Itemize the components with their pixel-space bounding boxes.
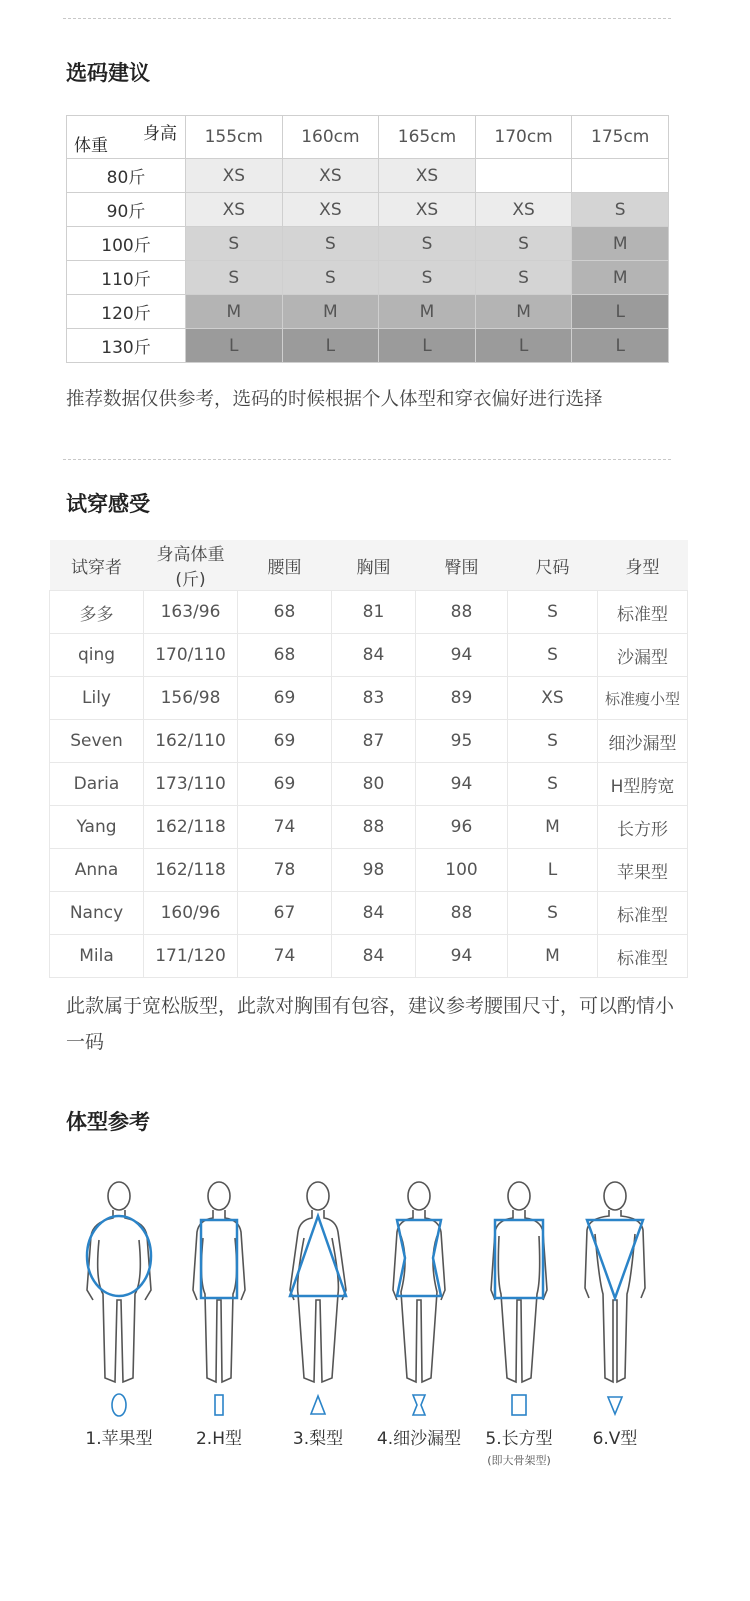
body-figure-h — [164, 1170, 274, 1449]
try-cell: 83 — [332, 677, 416, 720]
weight-cell: 110斤 — [67, 261, 186, 295]
try-cell: qing — [50, 634, 144, 677]
size-cell: S — [572, 193, 669, 227]
try-cell: 67 — [238, 892, 332, 935]
size-cell: S — [379, 227, 476, 261]
try-table-row — [50, 935, 688, 978]
size-table-row — [67, 193, 669, 227]
try-cell: 84 — [332, 892, 416, 935]
try-cell: 标准瘦小型 — [598, 677, 688, 720]
size-cell — [475, 159, 572, 193]
body-shape-label: 6.V型 — [592, 1429, 638, 1449]
try-table-row — [50, 720, 688, 763]
try-cell: 163/96 — [144, 591, 238, 634]
fit-note: 此款属于宽松版型，此款对胸围有包容，建议参考腰围尺寸，可以酌情小一码 — [66, 995, 675, 1053]
try-cell: 细沙漏型 — [598, 720, 688, 763]
size-cell: S — [282, 261, 379, 295]
size-cell: XS — [379, 159, 476, 193]
size-cell: M — [572, 227, 669, 261]
size-cell: M — [186, 295, 283, 329]
size-cell: L — [282, 329, 379, 363]
try-cell: 94 — [416, 634, 508, 677]
body-silhouette-icon — [469, 1170, 569, 1390]
size-cell: XS — [186, 159, 283, 193]
size-section-title: 选码建议 — [66, 61, 150, 85]
try-cell: 160/96 — [144, 892, 238, 935]
size-chart-table — [66, 115, 669, 363]
try-cell: 162/118 — [144, 806, 238, 849]
height-header-cell: 155cm — [186, 116, 283, 159]
size-table-row — [67, 295, 669, 329]
try-section-title: 试穿感受 — [66, 492, 150, 516]
size-cell: S — [186, 261, 283, 295]
size-cell: L — [572, 295, 669, 329]
try-on-table — [49, 540, 688, 978]
try-cell: 沙漏型 — [598, 634, 688, 677]
height-header-cell: 160cm — [282, 116, 379, 159]
size-table-row — [67, 159, 669, 193]
body-shape-figures — [66, 1170, 676, 1490]
try-cell: 170/110 — [144, 634, 238, 677]
body-figure-pear — [263, 1170, 373, 1449]
try-cell: 78 — [238, 849, 332, 892]
try-cell: 171/120 — [144, 935, 238, 978]
height-header-cell: 170cm — [475, 116, 572, 159]
try-cell: 69 — [238, 763, 332, 806]
try-cell: 88 — [332, 806, 416, 849]
body-shape-sublabel: (即大骨架型) — [487, 1454, 551, 1467]
size-cell: S — [379, 261, 476, 295]
try-cell: 88 — [416, 892, 508, 935]
square-icon — [510, 1392, 528, 1418]
body-silhouette-icon — [169, 1170, 269, 1390]
hourglass-icon — [410, 1392, 428, 1418]
weight-cell: 90斤 — [67, 193, 186, 227]
size-cell: L — [379, 329, 476, 363]
body-figure-apple — [64, 1170, 174, 1449]
try-cell: Nancy — [50, 892, 144, 935]
try-cell: 标准型 — [598, 892, 688, 935]
size-cell: XS — [282, 193, 379, 227]
try-cell: M — [508, 806, 598, 849]
triangle-up-icon — [309, 1392, 327, 1418]
try-cell: 81 — [332, 591, 416, 634]
try-cell: 68 — [238, 591, 332, 634]
try-cell: 87 — [332, 720, 416, 763]
try-header-cell: 身型 — [598, 540, 688, 591]
try-header-cell: 试穿者 — [50, 540, 144, 591]
try-header-cell: 胸围 — [332, 540, 416, 591]
try-cell: Daria — [50, 763, 144, 806]
size-table-corner-cell — [67, 116, 186, 159]
oval-icon — [110, 1392, 128, 1418]
try-table-row — [50, 677, 688, 720]
try-cell: XS — [508, 677, 598, 720]
body-shape-label: 2.H型 — [195, 1429, 242, 1449]
size-table-row — [67, 261, 669, 295]
weight-cell: 80斤 — [67, 159, 186, 193]
size-cell: M — [475, 295, 572, 329]
body-silhouette-icon — [565, 1170, 665, 1390]
body-shape-label: 1.苹果型 — [85, 1429, 153, 1449]
try-header-cell: 腰围 — [238, 540, 332, 591]
try-table-row — [50, 634, 688, 677]
size-cell: S — [475, 261, 572, 295]
triangle-down-icon — [606, 1392, 624, 1418]
size-cell: L — [475, 329, 572, 363]
try-header-cell: 身高体重(斤) — [144, 540, 238, 591]
try-cell: 苹果型 — [598, 849, 688, 892]
try-cell: 173/110 — [144, 763, 238, 806]
weight-axis-label: 体重 — [74, 136, 108, 156]
body-shape-label: 4.细沙漏型 — [376, 1429, 462, 1449]
size-cell: XS — [379, 193, 476, 227]
try-cell: Yang — [50, 806, 144, 849]
try-cell: Mila — [50, 935, 144, 978]
try-cell: S — [508, 591, 598, 634]
top-divider — [63, 18, 671, 19]
size-cell: XS — [475, 193, 572, 227]
try-cell: Seven — [50, 720, 144, 763]
body-figure-hourglass — [364, 1170, 474, 1449]
try-cell: 96 — [416, 806, 508, 849]
try-table-row — [50, 806, 688, 849]
size-cell: L — [186, 329, 283, 363]
try-table-row — [50, 591, 688, 634]
try-cell: L — [508, 849, 598, 892]
try-cell: 162/110 — [144, 720, 238, 763]
try-cell: 162/118 — [144, 849, 238, 892]
height-axis-label: 身高 — [143, 124, 177, 144]
rectangle-icon — [210, 1392, 228, 1418]
size-cell: S — [186, 227, 283, 261]
try-cell: 156/98 — [144, 677, 238, 720]
height-header-cell: 175cm — [572, 116, 669, 159]
try-cell: 68 — [238, 634, 332, 677]
try-cell: 84 — [332, 935, 416, 978]
size-cell: M — [379, 295, 476, 329]
try-cell: 标准型 — [598, 935, 688, 978]
weight-cell: 130斤 — [67, 329, 186, 363]
size-cell: L — [572, 329, 669, 363]
body-shape-label: 3.梨型 — [292, 1429, 344, 1449]
size-cell: M — [282, 295, 379, 329]
try-cell: S — [508, 634, 598, 677]
try-cell: 94 — [416, 935, 508, 978]
weight-cell: 120斤 — [67, 295, 186, 329]
try-cell: 标准型 — [598, 591, 688, 634]
try-cell: M — [508, 935, 598, 978]
size-cell: M — [572, 261, 669, 295]
try-table-row — [50, 892, 688, 935]
body-silhouette-icon — [69, 1170, 169, 1390]
size-cell: XS — [186, 193, 283, 227]
try-cell: 80 — [332, 763, 416, 806]
body-shape-label: 5.长方型 — [485, 1429, 553, 1449]
try-cell: 74 — [238, 935, 332, 978]
try-cell: 长方形 — [598, 806, 688, 849]
try-cell: Lily — [50, 677, 144, 720]
size-table-row — [67, 329, 669, 363]
try-table-row — [50, 763, 688, 806]
try-cell: 69 — [238, 677, 332, 720]
try-cell: S — [508, 720, 598, 763]
size-table-header-row — [67, 116, 669, 159]
try-cell: 69 — [238, 720, 332, 763]
try-cell: 74 — [238, 806, 332, 849]
try-header-cell: 臀围 — [416, 540, 508, 591]
try-cell: S — [508, 892, 598, 935]
try-cell: H型胯宽 — [598, 763, 688, 806]
height-header-cell: 165cm — [379, 116, 476, 159]
size-table-row — [67, 227, 669, 261]
try-table-row — [50, 849, 688, 892]
weight-cell: 100斤 — [67, 227, 186, 261]
size-cell: XS — [282, 159, 379, 193]
body-silhouette-icon — [369, 1170, 469, 1390]
size-cell — [572, 159, 669, 193]
size-note: 推荐数据仅供参考，选码的时候根据个人体型和穿衣偏好进行选择 — [66, 389, 603, 410]
try-cell: 多多 — [50, 591, 144, 634]
try-cell: 98 — [332, 849, 416, 892]
try-cell: 94 — [416, 763, 508, 806]
try-cell: Anna — [50, 849, 144, 892]
middle-divider — [63, 459, 671, 460]
body-figure-v — [560, 1170, 670, 1449]
size-cell: S — [282, 227, 379, 261]
body-silhouette-icon — [268, 1170, 368, 1390]
try-header-cell: 尺码 — [508, 540, 598, 591]
shape-section-title: 体型参考 — [66, 1110, 150, 1134]
try-cell: 84 — [332, 634, 416, 677]
try-cell: 95 — [416, 720, 508, 763]
size-cell: S — [475, 227, 572, 261]
try-cell: 89 — [416, 677, 508, 720]
try-cell: S — [508, 763, 598, 806]
body-figure-rectangle — [464, 1170, 574, 1468]
try-cell: 100 — [416, 849, 508, 892]
try-table-header-row — [50, 540, 688, 591]
try-cell: 88 — [416, 591, 508, 634]
